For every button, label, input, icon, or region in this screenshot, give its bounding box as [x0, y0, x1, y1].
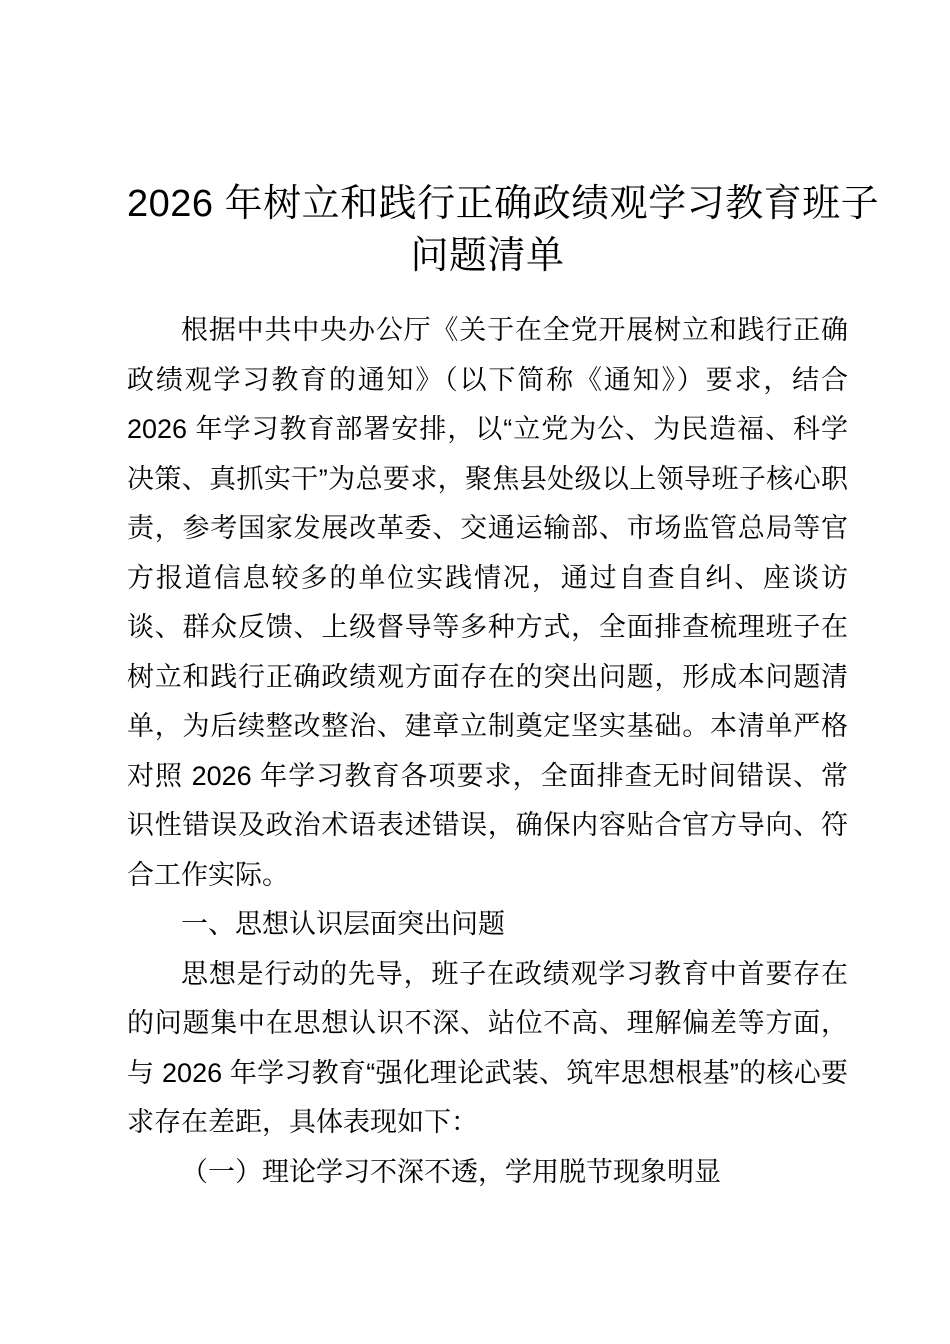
subsection-heading-1-1: （一）理论学习不深不透，学用脱节现象明显 — [181, 1156, 721, 1187]
document-title-line-1: 2026 年树立和践行正确政绩观学习教育班子 — [127, 183, 880, 225]
document-title-line-2: 问题清单 — [410, 235, 565, 277]
section-heading-1: 一、思想认识层面突出问题 — [181, 909, 505, 939]
section-1-lead-paragraph: 思想是行动的先导，班子在政绩观学习教育中首要存在的问题集中在思想认识不深、站位不高、理解偏差等方面，与 2026 年学习教育“强化理论武装、筑牢思想根基”的核心要求存在差距，具体表现如下： — [127, 958, 848, 1137]
document-title — [127, 178, 880, 282]
intro-paragraph: 根据中共中央办公厅《关于在全党开展树立和践行正确政绩观学习教育的通知》（以下简称《通知》）要求，结合 2026 年学习教育部署安排，以“立党为公、为民造福、科学决策、真抓实干”为总要求，聚焦县处级以上领导班子核心职责，参考国家发展改革委、交通运输部、市场监管总局等官方报道信息较多的单位实践情况，通过自查自纠、座谈访谈、群众反馈、上级督导等多种方式，全面排查梳理班子在树立和践行正确政绩观方面存在的突出问题，形成本问题清单，为后续整改整治、建章立制奠定坚实基础。本清单严格对照 2026 年学习教育各项要求，全面排查无时间错误、常识性错误及政治术语表述错误，确保内容贴合官方导向、符合工作实际。 — [127, 315, 848, 890]
